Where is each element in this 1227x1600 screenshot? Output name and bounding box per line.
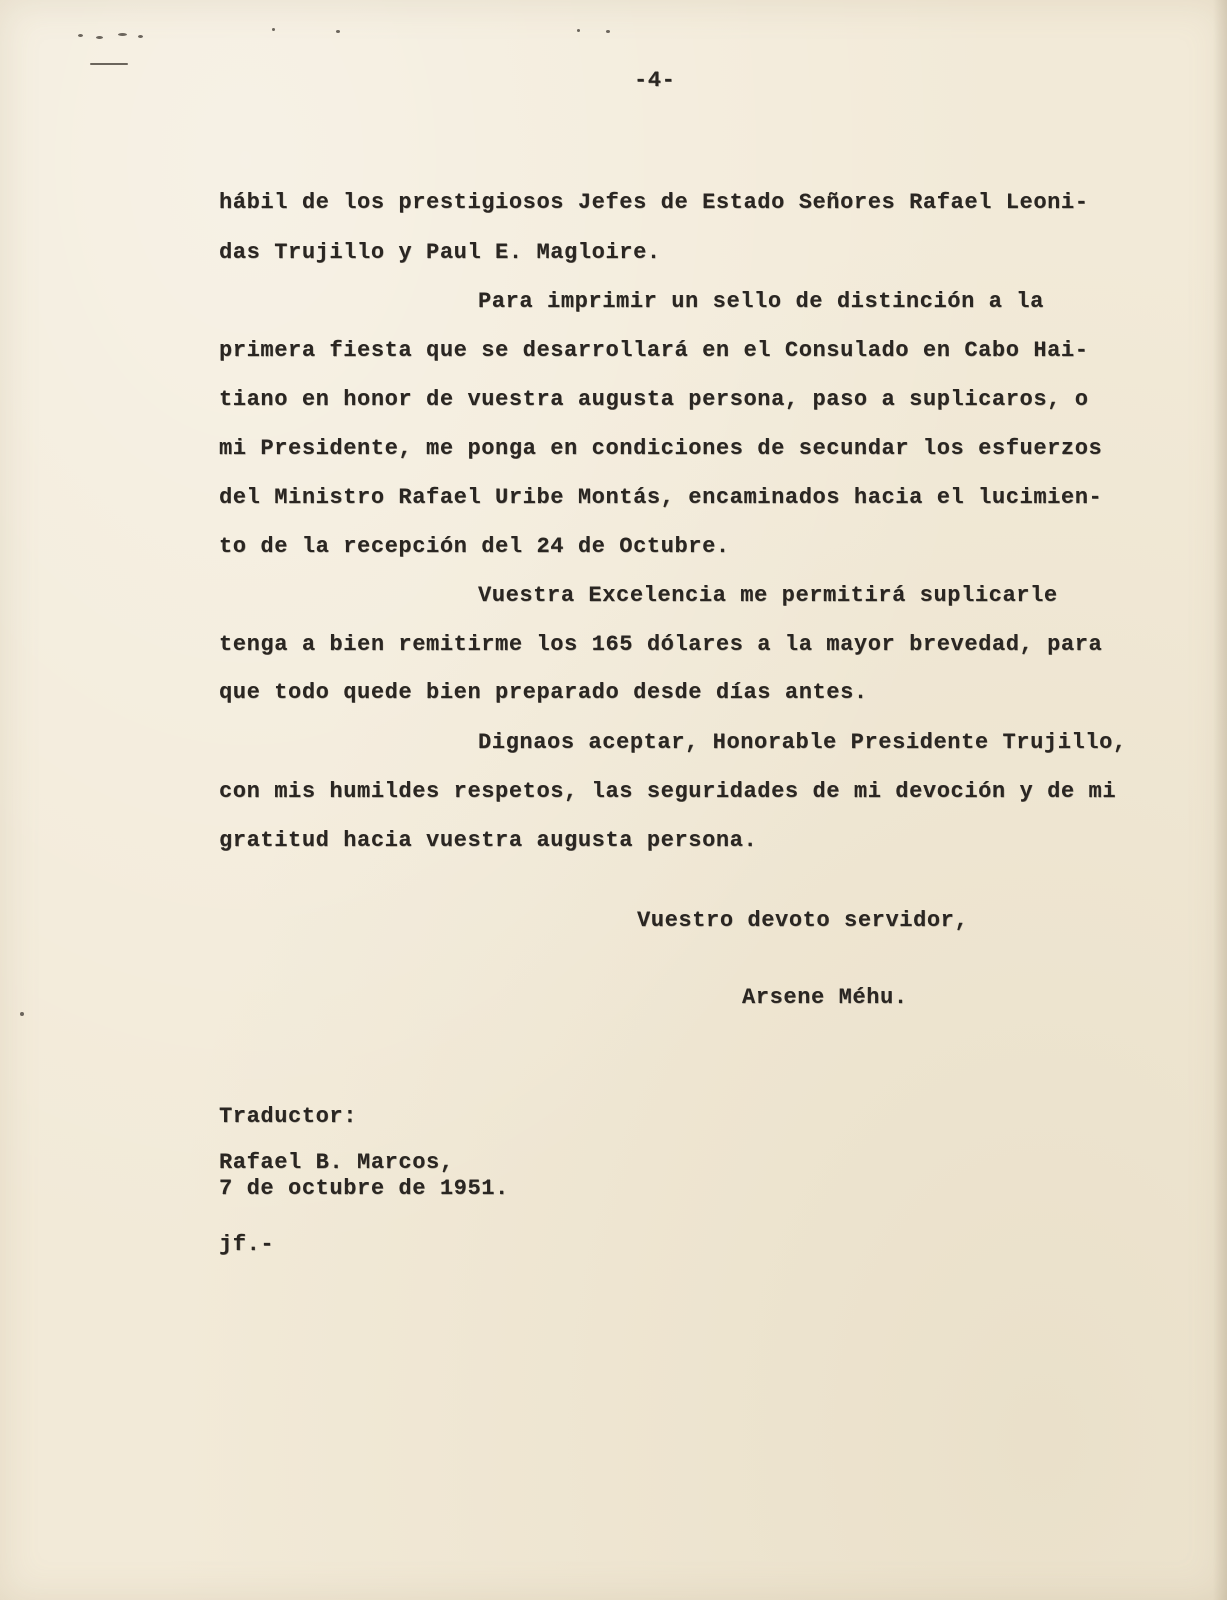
body-line: tiano en honor de vuestra augusta persona, paso a suplicaros, o (219, 387, 1089, 412)
ink-speck (606, 30, 610, 33)
closing-salutation: Vuestro devoto servidor, (637, 908, 969, 933)
ink-speck (20, 1012, 24, 1016)
ink-speck (96, 36, 103, 39)
body-line: Vuestra Excelencia me permitirá suplicarle (478, 583, 1058, 608)
ink-speck (90, 63, 128, 65)
body-line: primera fiesta que se desarrollará en el Consulado en Cabo Hai- (219, 338, 1089, 363)
page-edge-shadow (1213, 0, 1227, 1600)
translator-name: Rafael B. Marcos, (219, 1150, 454, 1175)
body-line: que todo quede bien preparado desde días antes. (219, 680, 868, 705)
ink-speck (577, 29, 580, 32)
body-line: del Ministro Rafael Uribe Montás, encaminados hacia el lucimien- (219, 485, 1103, 510)
body-line: Para imprimir un sello de distinción a la (478, 289, 1044, 314)
translator-label: Traductor: (219, 1104, 358, 1129)
ink-speck (118, 33, 127, 36)
ink-speck (138, 35, 143, 38)
body-line: das Trujillo y Paul E. Magloire. (219, 240, 661, 265)
ink-speck (78, 34, 83, 37)
translation-date: 7 de octubre de 1951. (219, 1176, 509, 1201)
body-line: gratitud hacia vuestra augusta persona. (219, 828, 758, 853)
body-line: tenga a bien remitirme los 165 dólares a la mayor brevedad, para (219, 632, 1103, 657)
typist-initials: jf.- (219, 1232, 275, 1257)
ink-speck (336, 30, 340, 33)
signature-name: Arsene Méhu. (742, 985, 908, 1010)
body-line: con mis humildes respetos, las seguridades de mi devoción y de mi (219, 779, 1117, 804)
page-number: -4- (634, 68, 676, 93)
body-line: hábil de los prestigiosos Jefes de Estado Señores Rafael Leoni- (219, 190, 1089, 215)
ink-speck (272, 28, 275, 31)
body-line: to de la recepción del 24 de Octubre. (219, 534, 730, 559)
body-line: Dignaos aceptar, Honorable Presidente Trujillo, (478, 730, 1127, 755)
body-line: mi Presidente, me ponga en condiciones de secundar los esfuerzos (219, 436, 1103, 461)
